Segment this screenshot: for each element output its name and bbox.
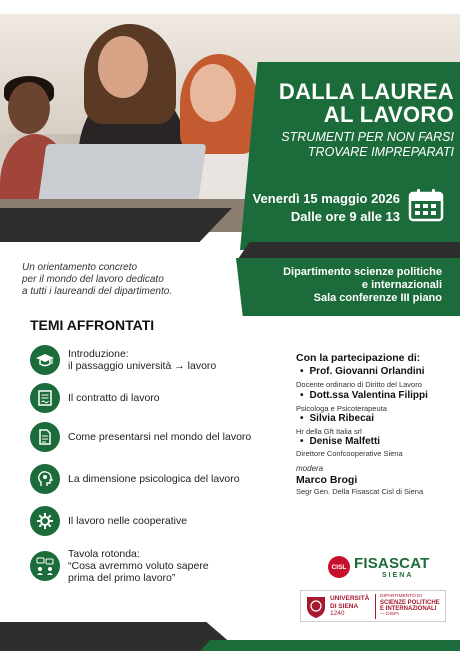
topic-item: Il contratto di lavoro bbox=[30, 381, 290, 415]
event-subtitle: STRUMENTI PER NON FARSI TROVARE IMPREPARATI bbox=[281, 130, 454, 159]
fisascat-wordmark: FISASCAT bbox=[354, 555, 430, 572]
speaker-name: • Prof. Giovanni Orlandini bbox=[300, 366, 425, 377]
moderator-name: Marco Brogi bbox=[296, 474, 358, 486]
speaker-name: • Silvia Ribecai bbox=[300, 413, 374, 424]
participants-title: Con la partecipazione di: bbox=[296, 352, 421, 364]
gear-icon bbox=[30, 506, 60, 536]
unisi-wordmark: UNIVERSITÀ DI SIENA 1240 bbox=[330, 595, 370, 617]
topic-item: Introduzione: il passaggio università → lavoro bbox=[30, 343, 290, 377]
speaker-name: • Denise Malfetti bbox=[300, 436, 380, 447]
moderator-role: Segr Gen. Della Fisascat Cisl di Siena bbox=[296, 487, 424, 496]
topics-title: TEMI AFFRONTATI bbox=[30, 317, 155, 333]
dark-band-left bbox=[0, 208, 232, 242]
document-icon bbox=[30, 422, 60, 452]
topic-item: Il lavoro nelle cooperative bbox=[30, 504, 290, 538]
discussion-icon bbox=[30, 551, 60, 581]
speaker-role: Hr della Gft Italia srl bbox=[296, 427, 362, 436]
intro-text: Un orientamento concreto per il mondo del lavoro dedicato a tutti i laureandi del dipartimento. bbox=[22, 262, 173, 297]
dispi-wordmark: DIPARTIMENTO DI SCIENZE POLITICHE E INTERNAZIONALI — DISPI bbox=[380, 594, 440, 617]
moderator-label: modera bbox=[296, 464, 324, 473]
event-title: DALLA LAUREA AL LAVORO bbox=[278, 79, 454, 127]
fisascat-logo bbox=[322, 552, 444, 584]
siena-wordmark: SIENA bbox=[382, 572, 414, 579]
topic-item: Come presentarsi nel mondo del lavoro bbox=[30, 420, 290, 454]
venue-text: Dipartimento scienze politiche e internazionali Sala conferenze III piano bbox=[283, 266, 442, 304]
graduation-cap-icon bbox=[30, 345, 60, 375]
cisl-mark: CISL bbox=[328, 556, 350, 578]
topic-item: Tavola rotonda: “Cosa avremmo voluto sapere prima del primo lavoro” bbox=[30, 546, 290, 586]
speaker-role: Psicologa e Psicoterapeuta bbox=[296, 404, 387, 413]
calendar-icon bbox=[408, 188, 444, 222]
bottom-green-band bbox=[200, 640, 460, 651]
event-date: Venerdì 15 maggio 2026 Dalle ore 9 alle 13 bbox=[252, 191, 400, 224]
topic-item: La dimensione psicologica del lavoro bbox=[30, 462, 290, 496]
contract-icon bbox=[30, 383, 60, 413]
head-lightbulb-icon bbox=[30, 464, 60, 494]
speaker-name: • Dott.ssa Valentina Filippi bbox=[300, 390, 428, 401]
university-seal-icon bbox=[305, 595, 327, 619]
speaker-role: Direttore Confcooperative Siena bbox=[296, 449, 403, 458]
unisi-dispi-logo bbox=[300, 590, 446, 622]
bottom-dark-band bbox=[0, 622, 240, 651]
speaker-role: Docente ordinario di Diritto del Lavoro bbox=[296, 380, 422, 389]
